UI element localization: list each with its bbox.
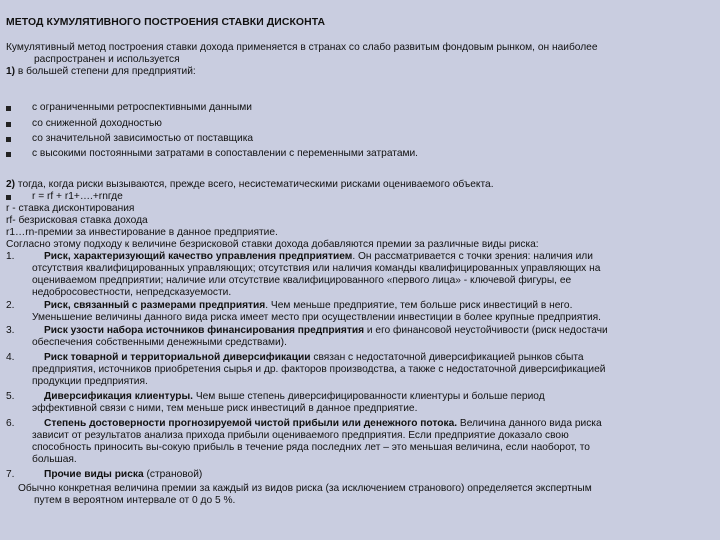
- risk-heading: [44, 352, 584, 364]
- risk-number: 3.: [6, 325, 15, 336]
- case-2-line: [6, 179, 494, 191]
- risk-heading: [44, 325, 608, 337]
- risk-number: 7.: [6, 469, 15, 480]
- risk-line: зависит от результатов анализа прихода прибыли оцениваемого предприятия. Если предприятие доказало свою: [32, 430, 569, 441]
- definition-r1-rn: r1…rn-премии за инвестирование в данное предприятие.: [6, 227, 278, 238]
- risk-title: Степень достоверности прогнозируемой чистой прибыли или денежного потока.: [44, 418, 458, 429]
- risk-number: 6.: [6, 418, 15, 429]
- risk-line: предприятия, источников приобретения сырья и др. факторов производства, а также с недостаточной диверсификацией: [32, 364, 606, 375]
- risk-text: . Чем меньше предприятие, тем больше риск инвестиций в него.: [265, 300, 573, 311]
- bullet-item: с высокими постоянными затратами в сопоставлении с переменными затратами.: [32, 148, 419, 159]
- risk-heading: [44, 418, 602, 430]
- intro-line-1: Кумулятивный метод построения ставки дохода применяется в странах со слабо развитым фондовым рынком, он наиболее: [6, 42, 598, 53]
- bullet-icon: [6, 137, 11, 142]
- risk-text: Величина данного вида риска: [457, 418, 602, 429]
- bullet-icon: [6, 152, 11, 157]
- risk-text: Чем выше степень диверсифицированности клиентуры и больше период: [193, 391, 545, 402]
- intro-line-3: [6, 66, 196, 78]
- definition-rf: rf- безрисковая ставка дохода: [6, 215, 148, 226]
- risk-heading: [44, 300, 572, 312]
- risk-line: обеспечения собственными денежными средствами).: [32, 337, 287, 348]
- case-1-text: в большей степени для предприятий:: [15, 66, 196, 77]
- risk-line: способность приносить вы-сокую прибыль в течение ряда последних лет – это меньшая величина, если наоборот, то: [32, 442, 590, 453]
- formula: r = rf + r1+….+rnгде: [32, 191, 123, 202]
- risk-heading: [44, 391, 545, 403]
- closing-line-1: Обычно конкретная величина премии за каждый из видов риска (за исключением странового) определяется экспертным: [18, 483, 592, 494]
- intro-line-2: распространен и используется: [34, 54, 180, 65]
- risk-text: . Он рассматривается с точки зрения: наличия или: [352, 251, 593, 262]
- risk-heading: [44, 251, 593, 263]
- case-1-number: 1): [6, 66, 16, 77]
- bullet-icon: [6, 195, 11, 200]
- risk-line: отсутствия квалифицированных управляющих; отсутствия или наличия команды квалифицированных управляющих на: [32, 263, 601, 274]
- risk-title: Риск, характеризующий качество управления предприятием: [44, 251, 353, 262]
- bullet-item: с ограниченными ретроспективными данными: [32, 102, 252, 113]
- risk-text: (страновой): [143, 469, 203, 480]
- definition-r: r - ставка дисконтирования: [6, 203, 135, 214]
- risk-title: Диверсификация клиентуры.: [44, 391, 194, 402]
- risk-line: продукции предприятия.: [32, 376, 148, 387]
- risk-title: Риск, связанный с размерами предприятия: [44, 300, 266, 311]
- risk-number: 1.: [6, 251, 15, 262]
- risk-text: связан с недостаточной диверсификацией рынков сбыта: [310, 352, 584, 363]
- bullet-item: со сниженной доходностью: [32, 118, 162, 129]
- risk-title: Риск узости набора источников финансирования предприятия: [44, 325, 365, 336]
- risk-line: недобросовестности, непредсказуемости.: [32, 287, 232, 298]
- bullet-icon: [6, 122, 11, 127]
- risk-list-intro: Согласно этому подходу к величине безрисковой ставки дохода добавляются премии за различные виды риска:: [6, 239, 539, 250]
- bullet-item: со значительной зависимостью от поставщика: [32, 133, 254, 144]
- risk-title: Риск товарной и территориальной диверсификации: [44, 352, 311, 363]
- risk-number: 2.: [6, 300, 15, 311]
- page-title: МЕТОД КУМУЛЯТИВНОГО ПОСТРОЕНИЯ СТАВКИ ДИСКОНТА: [6, 17, 326, 28]
- risk-text: и его финансовой неустойчивости (риск недостачи: [364, 325, 608, 336]
- risk-number: 5.: [6, 391, 15, 402]
- risk-title: Прочие виды риска: [44, 469, 144, 480]
- risk-line: оцениваемом предприятии; наличие или отсутствие квалифицированного «первого лица» - ключевой фигуры, ее: [32, 275, 572, 286]
- risk-line: большая.: [32, 454, 77, 465]
- case-2-text: тогда, когда риски вызываются, прежде всего, несистематическими рисками оцениваемого объекта.: [15, 179, 494, 190]
- risk-line: эффективной связи с ними, тем меньше риск инвестиций в данное предприятие.: [32, 403, 418, 414]
- bullet-icon: [6, 106, 11, 111]
- case-2-number: 2): [6, 179, 16, 190]
- risk-heading: [44, 469, 202, 481]
- risk-line: Уменьшение величины данного вида риска имеет место при осуществлении инвестиции в более крупные предприятия.: [32, 312, 601, 323]
- closing-line-2: путем в вероятном интервале от 0 до 5 %.: [34, 495, 236, 506]
- risk-number: 4.: [6, 352, 15, 363]
